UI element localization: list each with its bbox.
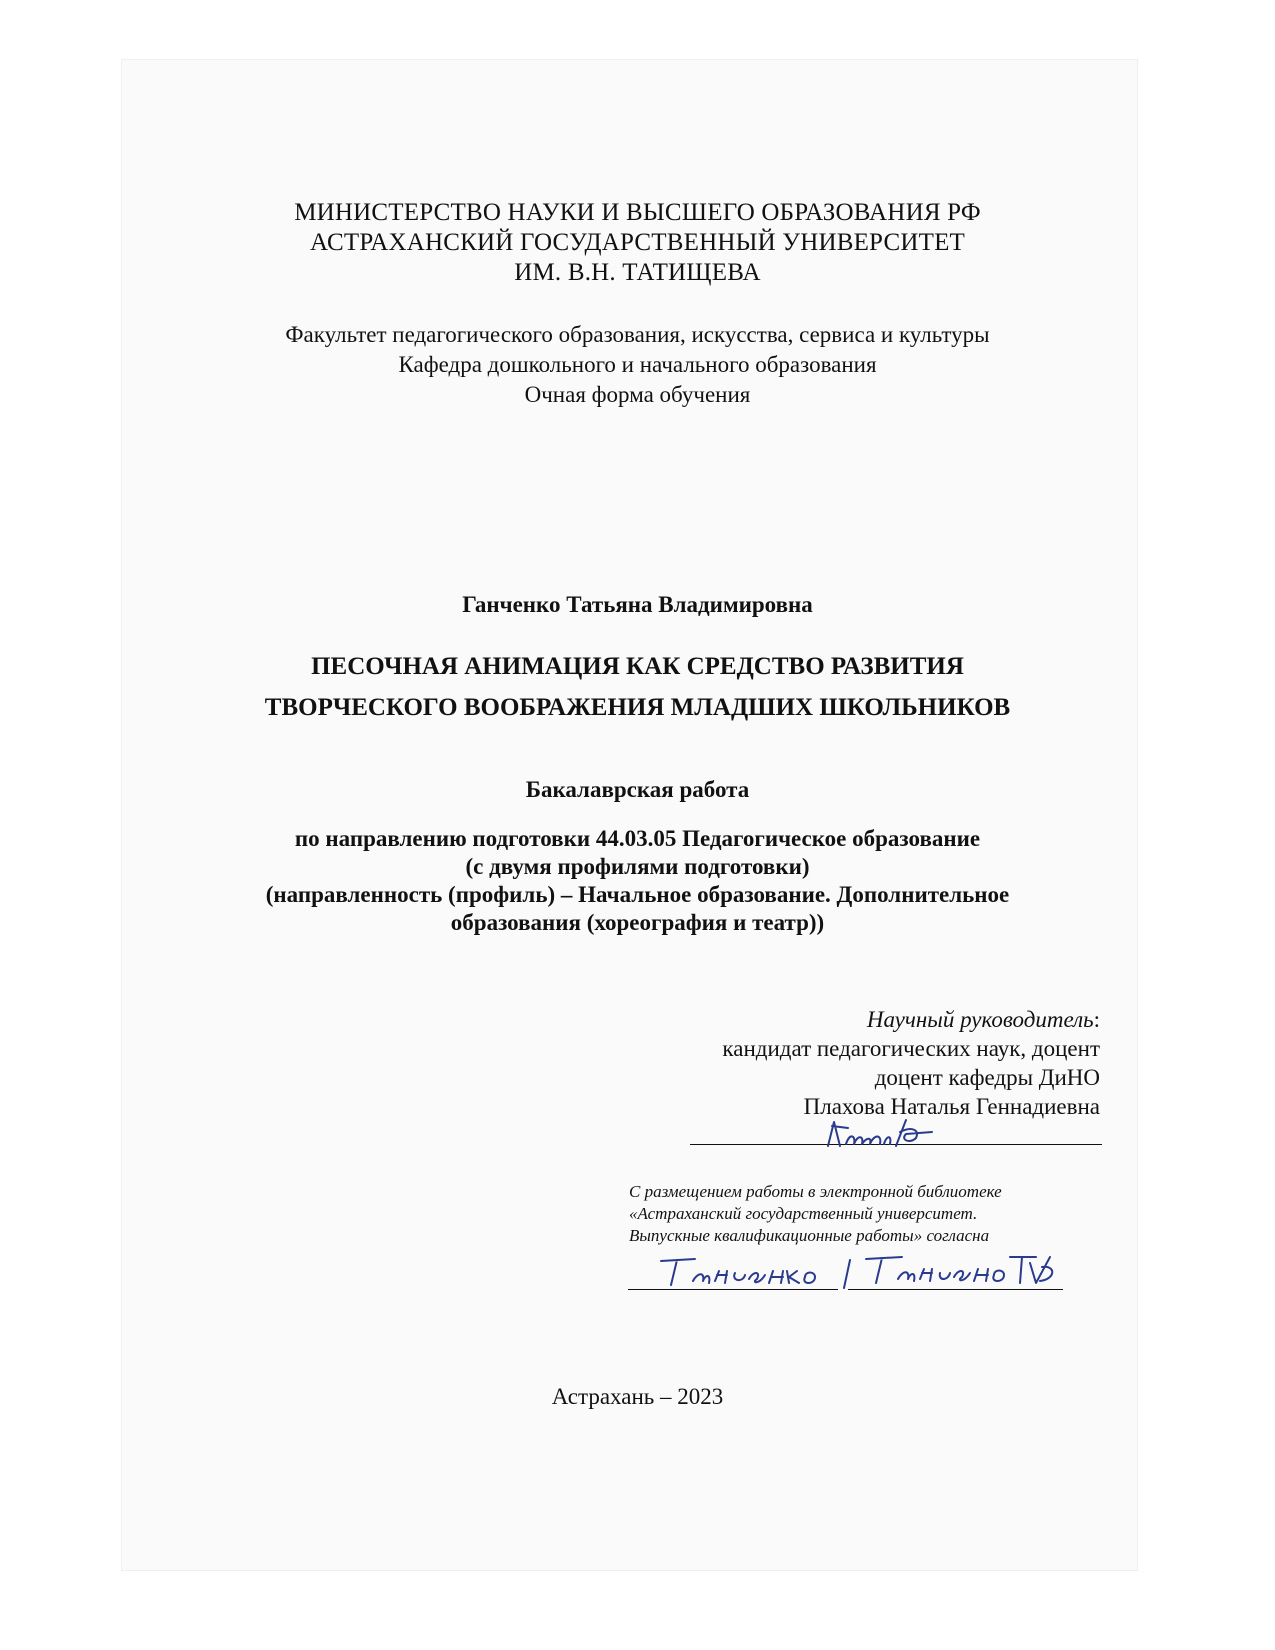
thesis-title — [0, 646, 1275, 728]
department-name: Кафедра дошкольного и начального образования — [398, 352, 877, 377]
signature-separator — [840, 1256, 854, 1292]
study-direction — [0, 825, 1275, 937]
supervisor-label-colon: : — [1093, 1007, 1100, 1032]
direction-line-3: (направленность (профиль) – Начальное образование. Дополнительное — [265, 882, 1010, 907]
supervisor-label-row — [722, 1005, 1100, 1034]
author-name-signature-line — [848, 1289, 1063, 1290]
consent-line-3: Выпускные квалификационные работы» согласна — [629, 1226, 990, 1245]
supervisor-label: Научный руководитель — [866, 1007, 1094, 1032]
direction-line-1: по направлению подготовки 44.03.05 Педагогическое образование — [294, 826, 981, 851]
supervisor-position: доцент кафедры ДиНО — [874, 1065, 1100, 1090]
study-form: Очная форма обучения — [524, 382, 751, 407]
university-named-after: ИМ. В.Н. ТАТИЩЕВА — [514, 259, 761, 286]
work-type: Бакалаврская работа — [525, 777, 750, 802]
author-signature — [655, 1251, 830, 1291]
faculty-name: Факультет педагогического образования, искусства, сервиса и культуры — [285, 322, 990, 347]
city-year: Астрахань – 2023 — [551, 1384, 724, 1409]
library-consent — [629, 1181, 1002, 1247]
supervisor-block — [722, 1005, 1100, 1121]
ministry-name: МИНИСТЕРСТВО НАУКИ И ВЫСШЕГО ОБРАЗОВАНИЯ РФ — [294, 199, 981, 226]
direction-line-4: образования (хореография и театр)) — [450, 910, 825, 935]
thesis-title-line-1: ПЕСОЧНАЯ АНИМАЦИЯ КАК СРЕДСТВО РАЗВИТИЯ — [311, 653, 964, 680]
supervisor-name: Плахова Наталья Геннадиевна — [803, 1094, 1100, 1119]
consent-line-1: С размещением работы в электронной библиотеке — [629, 1182, 1002, 1201]
author-full-signature — [860, 1249, 1060, 1289]
supervisor-degree: кандидат педагогических наук, доцент — [722, 1036, 1100, 1061]
consent-line-2: «Астраханский государственный университет. — [629, 1204, 978, 1223]
thesis-title-line-2: ТВОРЧЕСКОГО ВООБРАЖЕНИЯ МЛАДШИХ ШКОЛЬНИКОВ — [264, 694, 1011, 721]
university-name: АСТРАХАНСКИЙ ГОСУДАРСТВЕННЫЙ УНИВЕРСИТЕТ — [309, 229, 966, 256]
direction-line-2: (с двумя профилями подготовки) — [465, 854, 810, 879]
supervisor-signature — [820, 1116, 940, 1156]
faculty-block — [0, 320, 1275, 410]
author-name: Ганченко Татьяна Владимировна — [462, 592, 813, 617]
institution-header — [0, 198, 1275, 288]
